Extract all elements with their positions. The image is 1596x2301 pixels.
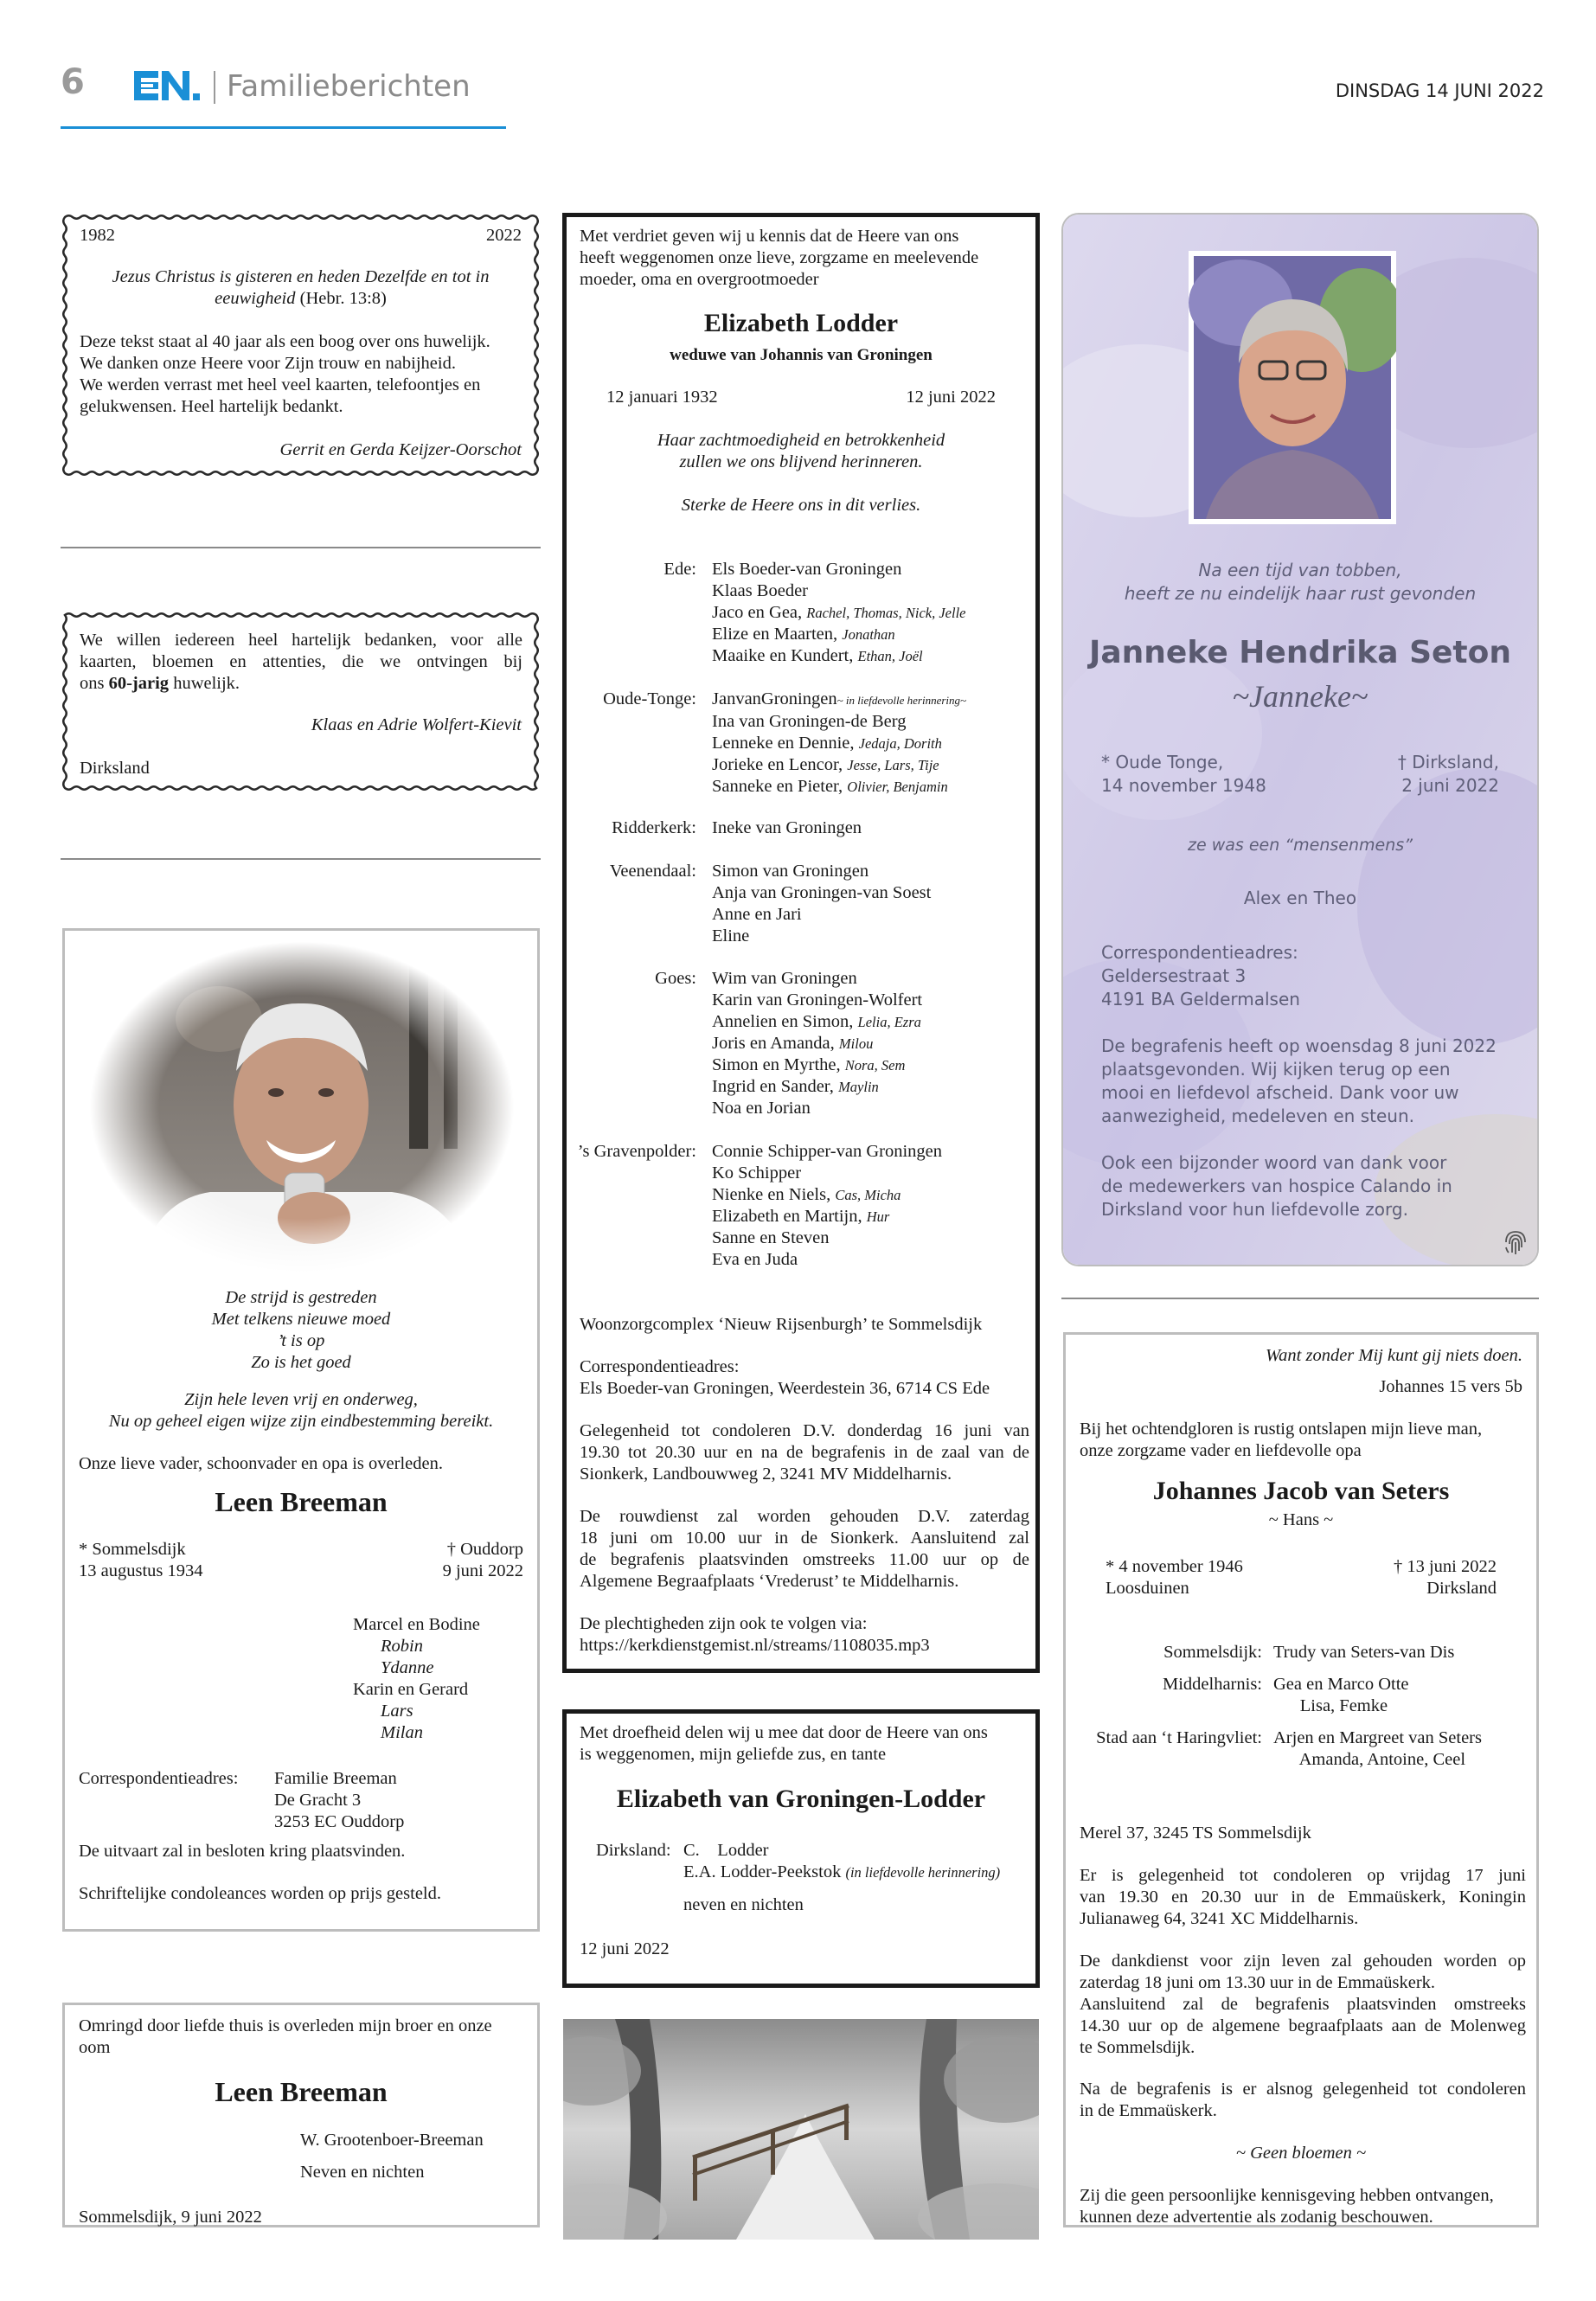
poem-line: De strijd is gestreden xyxy=(225,1288,377,1307)
page-number: 6 xyxy=(61,62,85,102)
place: Dirksland: xyxy=(596,1841,671,1860)
member-name: Ko Schipper xyxy=(712,1163,802,1183)
corr-label: Correspondentieadres: xyxy=(580,1357,740,1376)
portrait-photo xyxy=(1189,251,1396,524)
birth-date: 12 januari 1932 xyxy=(606,388,718,407)
body-line: kunnen deze advertentie als zodanig beschouwen. xyxy=(1080,2208,1433,2227)
birth-place: Loosduinen xyxy=(1106,1579,1189,1598)
portrait-photo xyxy=(80,941,523,1287)
death-date: † 13 juni 2022 xyxy=(1393,1557,1497,1576)
intro xyxy=(79,2016,492,2059)
family-member: Ydanne xyxy=(381,1658,434,1677)
stream-label: De plechtigheden zijn ook te volgen via: xyxy=(580,1614,868,1633)
birth-place: * Sommelsdijk xyxy=(79,1540,186,1559)
intro: Onze lieve vader, schoonvader en opa is overleden. xyxy=(79,1454,443,1473)
body-line: gelukwensen. Heel hartelijk bedankt. xyxy=(80,397,343,416)
family-member: Arjen en Margreet van Seters xyxy=(1273,1728,1482,1747)
funeral-info xyxy=(1101,1035,1497,1128)
nickname: ~ Hans ~ xyxy=(1268,1510,1334,1529)
death-date: 2 juni 2022 xyxy=(1401,775,1499,796)
family-member: Lars xyxy=(381,1702,413,1721)
correspondence xyxy=(580,1356,990,1400)
body-line: Na de begrafenis is er alsnog gelegenheid tot condoleren xyxy=(1080,2080,1526,2099)
correspondence xyxy=(1101,941,1300,1011)
birth-info xyxy=(79,1539,203,1582)
ad-body xyxy=(80,331,529,418)
address-line: De Gracht 3 xyxy=(274,1791,362,1810)
death-info xyxy=(443,1539,523,1582)
signature: Gerrit en Gerda Keijzer-Oorschot xyxy=(279,440,522,459)
note: Schriftelijke condoleances worden op prijs gesteld. xyxy=(79,1884,441,1903)
body-line: de begrafenis plaatsvinden omstreeks 11.00 uur op de xyxy=(580,1550,1029,1569)
deceased-name: Elizabeth van Groningen-Lodder xyxy=(616,1785,986,1813)
death-date: 12 juni 2022 xyxy=(906,388,996,407)
member-name: Connie Schipper-van Groningen xyxy=(712,1141,943,1161)
family-member xyxy=(712,624,965,645)
death-place: Dirksland xyxy=(1426,1579,1497,1598)
grandchildren: Nora, Sem xyxy=(844,1057,906,1074)
birth-info xyxy=(1106,1556,1243,1599)
grandchildren: Cas, Micha xyxy=(835,1186,901,1203)
death-info xyxy=(1398,751,1499,798)
family-place: Ridderkerk: xyxy=(612,818,696,837)
family-member xyxy=(712,1098,922,1119)
family-member xyxy=(712,1011,922,1033)
deceased-name: Janneke Hendrika Seton xyxy=(1088,635,1511,670)
signature: Klaas en Adrie Wolfert-Kievit xyxy=(311,715,522,734)
member-name: JanvanGroningen xyxy=(712,689,837,708)
member-name: Ineke van Groningen xyxy=(712,818,862,837)
birth-date: 14 november 1948 xyxy=(1101,775,1266,796)
ad-body xyxy=(80,630,522,695)
grandchildren: Jonathan xyxy=(842,626,895,643)
family-member xyxy=(712,990,922,1011)
member-name: Elizabeth en Martijn, xyxy=(712,1206,867,1226)
body-line: Ook een bijzonder woord van dank voor xyxy=(1101,1152,1447,1173)
member-name: E.A. Lodder-Peekstok xyxy=(683,1862,842,1881)
family-member xyxy=(712,733,966,754)
intro-line: heeft weggenomen onze lieve, zorgzame en meelevende xyxy=(580,248,979,267)
member-name: Elize en Maarten, xyxy=(712,625,843,644)
grandchildren: Hur xyxy=(866,1208,890,1225)
body-line: We danken onze Heere voor Zijn trouw en nabijheid. xyxy=(80,354,456,373)
family-member xyxy=(712,882,931,904)
member-name: Simon en Myrthe, xyxy=(712,1055,845,1074)
death-place: † Dirksland, xyxy=(1397,752,1499,772)
grandchildren: Lelia, Ezra xyxy=(857,1014,921,1030)
corr-line: Correspondentieadres: xyxy=(1101,942,1298,963)
body-line: Er is gelegenheid tot condoleren op vrijdag 17 juni xyxy=(1080,1866,1526,1885)
family-member: Amanda, Antoine, Ceel xyxy=(1273,1750,1466,1769)
body-line: 18 juni om 10.00 uur in de Sionkerk. Aansluitend zal xyxy=(580,1529,1029,1548)
signature: Alex en Theo xyxy=(1243,888,1357,908)
family-place: Oude-Tonge: xyxy=(603,689,696,708)
family-list xyxy=(353,1614,480,1744)
family-member xyxy=(712,711,966,733)
place-date: Sommelsdijk, 9 juni 2022 xyxy=(79,2208,262,2227)
family-member xyxy=(712,1033,922,1054)
service-info xyxy=(1080,1951,1526,2059)
family-member: Trudy van Seters-van Dis xyxy=(1273,1643,1455,1662)
body-line: kaarten, bloemen en attenties, die we ontvingen bij xyxy=(80,652,522,671)
family-member xyxy=(712,1141,942,1163)
column-divider xyxy=(61,858,541,860)
stream-url[interactable]: https://kerkdienstgemist.nl/streams/1108035.mp3 xyxy=(580,1636,930,1655)
body-line: 14.30 uur op de algemene begraafplaats aan de Molenweg xyxy=(1080,2016,1526,2035)
ad-vanseters xyxy=(1063,1332,1539,2227)
member-name: Lenneke en Dennie, xyxy=(712,733,859,753)
body-line: Zij die geen persoonlijke kennisgeving hebben ontvangen, xyxy=(1080,2186,1494,2205)
grandchildren: Jedaja, Dorith xyxy=(858,734,942,752)
family-place: Middelharnis: xyxy=(1162,1675,1262,1694)
poem-line: Zijn hele leven vrij en onderweg, xyxy=(184,1390,418,1409)
family-place: ’s Gravenpolder: xyxy=(577,1141,696,1161)
ad-lodder-2 xyxy=(562,1709,1040,1988)
body-line: Aansluitend zal de begrafenis plaatsvinden omstreeks xyxy=(1080,1995,1526,2014)
member-name: Sanne en Steven xyxy=(712,1227,830,1247)
note: De uitvaart zal in besloten kring plaatsvinden. xyxy=(79,1842,406,1861)
quote xyxy=(1063,559,1537,606)
intro-line: Met verdriet geven wij u kennis dat de Heere van ons xyxy=(580,227,959,246)
family-member xyxy=(712,1249,942,1271)
family-member xyxy=(712,580,965,602)
family-member xyxy=(712,1184,942,1206)
verse-reference: (Hebr. 13:8) xyxy=(295,289,387,308)
signature: Neven en nichten xyxy=(300,2163,425,2182)
intro-line: oom xyxy=(79,2038,111,2057)
birth-date: 13 augustus 1934 xyxy=(79,1561,203,1580)
family-member: neven en nichten xyxy=(683,1895,804,1914)
ad-breeman-2 xyxy=(62,2003,540,2227)
body-text: ons xyxy=(80,674,109,693)
thanks xyxy=(1101,1151,1452,1221)
body-line: Gelegenheid tot condoleren D.V. donderdag 16 juni van xyxy=(580,1421,1029,1440)
nickname: ~Janneke~ xyxy=(1232,679,1368,714)
stream-info xyxy=(580,1613,930,1657)
intro xyxy=(1080,1419,1482,1462)
condolence-info xyxy=(1080,1865,1526,1930)
forest-path-image xyxy=(563,2019,1039,2240)
quote-line: heeft ze nu eindelijk haar rust gevonden xyxy=(1124,583,1477,604)
body-line: mooi en liefdevol afscheid. Dank voor uw xyxy=(1101,1082,1459,1103)
family-member xyxy=(712,904,931,926)
verse-text: eeuwigheid xyxy=(215,289,296,308)
family-member xyxy=(712,559,965,580)
signature: W. Grootenboer-Breeman xyxy=(300,2131,484,2150)
location: Woonzorgcomplex ‘Nieuw Rijsenburgh’ te Sommelsdijk xyxy=(580,1315,983,1334)
body-line: zaterdag 18 juni om 13.30 uur in de Emmaüskerk. xyxy=(1080,1973,1436,1992)
deceased-name: Johannes Jacob van Seters xyxy=(1152,1477,1450,1505)
deceased-name: Leen Breeman xyxy=(215,1486,388,1517)
body-line: van 19.30 en 20.30 uur in de Emmaüskerk, Koningin xyxy=(1080,1888,1526,1907)
member-name: Anja van Groningen-van Soest xyxy=(712,882,932,902)
family-member xyxy=(712,645,965,667)
deceased-name: Leen Breeman xyxy=(215,2076,388,2107)
grandchildren: Jesse, Lars, Tije xyxy=(847,756,939,773)
corr-address xyxy=(274,1768,404,1833)
member-name: Annelien en Simon, xyxy=(712,1012,858,1031)
member-name: Ina van Groningen-de Berg xyxy=(712,711,907,731)
after-info xyxy=(1080,2079,1526,2122)
quote xyxy=(567,430,1035,473)
memorial-note: (in liefdevolle herinnering) xyxy=(845,1864,1001,1881)
tagline: ze was een “mensenmens” xyxy=(1188,836,1413,855)
member-name: Joris en Amanda, xyxy=(712,1034,839,1053)
body-line xyxy=(80,673,522,695)
member-name: Simon van Groningen xyxy=(712,861,869,881)
family-member xyxy=(712,1076,922,1098)
header-separator xyxy=(214,71,215,104)
member-name: Maaike en Kundert, xyxy=(712,646,858,665)
ad-seton xyxy=(1061,213,1539,1266)
no-flowers: ~ Geen bloemen ~ xyxy=(1235,2144,1367,2163)
place: Dirksland xyxy=(80,759,150,778)
family-member xyxy=(712,817,862,839)
date: 12 juni 2022 xyxy=(580,1939,670,1958)
body-line: Dirksland voor hun liefdevolle zorg. xyxy=(1101,1199,1408,1220)
ad-breeman xyxy=(62,928,540,1932)
body-line: Deze tekst staat al 40 jaar als een boog over ons huwelijk. xyxy=(80,332,490,351)
member-name: Ingrid en Sander, xyxy=(712,1077,839,1096)
poem-1 xyxy=(65,1287,537,1374)
quote: Sterke de Heere ons in dit verlies. xyxy=(681,496,921,515)
header-rule xyxy=(61,126,506,129)
en-logo xyxy=(134,69,203,102)
family-member: C. Lodder xyxy=(683,1841,769,1860)
subtitle: weduwe van Johannis van Groningen xyxy=(670,346,933,364)
member-name: Karin van Groningen-Wolfert xyxy=(712,990,923,1009)
anniversary-years: 60-jarig xyxy=(108,674,170,693)
member-name: Anne en Jari xyxy=(712,904,802,924)
family-member xyxy=(712,1206,942,1227)
body-line: te Sommelsdijk. xyxy=(1080,2038,1195,2057)
intro-line: Omringd door liefde thuis is overleden mijn broer en onze xyxy=(79,2016,492,2035)
quote-line: Haar zachtmoedigheid en betrokkenheid xyxy=(657,431,945,450)
condolence-info xyxy=(580,1420,1029,1485)
grandchildren: Olivier, Benjamin xyxy=(847,778,948,795)
issue-date: DINSDAG 14 JUNI 2022 xyxy=(1335,80,1544,101)
corr-line: 4191 BA Geldermalsen xyxy=(1101,989,1300,1009)
intro-line: Bij het ochtendgloren is rustig ontslapen mijn lieve man, xyxy=(1080,1420,1483,1439)
year-end: 2022 xyxy=(486,226,522,245)
member-name: Jaco en Gea, xyxy=(712,603,807,622)
body-text: huwelijk. xyxy=(169,674,240,693)
intro-line: onze zorgzame vader en liefdevolle opa xyxy=(1080,1441,1362,1460)
verse-line: Jezus Christus is gisteren en heden Dezelfde en tot in xyxy=(112,267,490,286)
body-line: Sionkerk, Landbouwweg 2, 3241 MV Middelharnis. xyxy=(580,1465,952,1484)
grandchildren: Ethan, Joël xyxy=(857,648,923,664)
family-place: Sommelsdijk: xyxy=(1163,1643,1262,1662)
family-member: Lisa, Femke xyxy=(1273,1696,1388,1715)
address-line: 3253 EC Ouddorp xyxy=(274,1812,405,1831)
family-member: Marcel en Bodine xyxy=(353,1615,480,1634)
family-member xyxy=(683,1862,1000,1883)
family-member xyxy=(712,926,931,947)
member-name: Eline xyxy=(712,926,750,945)
bible-verse xyxy=(78,266,523,310)
grandchildren: Maylin xyxy=(838,1079,879,1095)
body-line: De rouwdienst zal worden gehouden D.V. zaterdag xyxy=(580,1507,1029,1526)
family-place: Goes: xyxy=(655,969,696,988)
quote-line: Na een tijd van tobben, xyxy=(1198,560,1402,580)
verse-reference: Johannes 15 vers 5b xyxy=(1379,1377,1522,1396)
member-name: Noa en Jorian xyxy=(712,1099,811,1118)
address: Merel 37, 3245 TS Sommelsdijk xyxy=(1080,1823,1311,1843)
family-member: Robin xyxy=(381,1637,423,1656)
body-line: We werden verrast met heel veel kaarten, telefoontjes en xyxy=(80,375,481,394)
body-line: plaatsgevonden. Wij kijken terug op een xyxy=(1101,1059,1451,1080)
section-title: Familieberichten xyxy=(227,69,471,104)
grandchildren: Milou xyxy=(838,1035,874,1052)
death-place: † Ouddorp xyxy=(446,1540,523,1559)
bible-verse: Want zonder Mij kunt gij niets doen. xyxy=(1265,1346,1522,1365)
birth-info xyxy=(1101,751,1266,798)
address-line: Familie Breeman xyxy=(274,1769,397,1788)
grandchildren: ~ in liefdevolle herinnering~ xyxy=(836,693,967,707)
corr-address: Els Boeder-van Groningen, Weerdestein 36, 6714 CS Ede xyxy=(580,1379,990,1398)
family-member: Milan xyxy=(381,1723,423,1742)
member-name: Nienke en Niels, xyxy=(712,1184,836,1204)
intro-line: is weggenomen, mijn geliefde zus, en tante xyxy=(580,1745,887,1764)
family-place: Ede: xyxy=(663,560,696,579)
family-member: Gea en Marco Otte xyxy=(1273,1675,1409,1694)
ad-lodder xyxy=(562,213,1040,1673)
family-member xyxy=(712,602,965,624)
closing xyxy=(1080,2185,1494,2228)
poem-line: ’t is op xyxy=(277,1331,325,1350)
corr-line: Geldersestraat 3 xyxy=(1101,965,1247,986)
body-line: aanwezigheid, medeleven en steun. xyxy=(1101,1106,1414,1126)
family-member: Karin en Gerard xyxy=(353,1680,469,1699)
ad-wolfert xyxy=(61,611,541,792)
intro-line: moeder, oma en overgrootmoeder xyxy=(580,270,819,289)
service-info xyxy=(580,1506,1029,1593)
ad-keijzer xyxy=(61,213,541,478)
quote-line: zullen we ons blijvend herinneren. xyxy=(679,452,923,471)
body-line: 19.30 tot 20.30 uur en na de begrafenis in de zaal van de xyxy=(580,1443,1029,1462)
grandchildren: Rachel, Thomas, Nick, Jelle xyxy=(806,605,966,621)
family-member xyxy=(712,776,966,798)
deceased-name: Elizabeth Lodder xyxy=(703,309,899,337)
corr-label: Correspondentieadres: xyxy=(79,1769,239,1788)
poem-line: Met telkens nieuwe moed xyxy=(211,1310,391,1329)
family-member xyxy=(712,1054,922,1076)
intro xyxy=(580,1722,988,1766)
member-name: Klaas Boeder xyxy=(712,581,808,600)
family-member xyxy=(712,1163,942,1184)
member-name: Jorieke en Lencor, xyxy=(712,754,848,774)
family-place: Stad aan ‘t Haringvliet: xyxy=(1096,1728,1262,1747)
body-line: de medewerkers van hospice Calando in xyxy=(1101,1176,1452,1196)
member-name: Sanneke en Pieter, xyxy=(712,776,848,796)
intro xyxy=(580,226,1025,291)
body-line: De dankdienst voor zijn leven zal gehouden worden op xyxy=(1080,1952,1526,1971)
body-line: in de Emmaüskerk. xyxy=(1080,2101,1217,2120)
member-name: Eva en Juda xyxy=(712,1249,798,1269)
body-line: De begrafenis heeft op woensdag 8 juni 2022 xyxy=(1101,1035,1497,1056)
death-info xyxy=(1394,1556,1497,1599)
birth-date: * 4 november 1946 xyxy=(1106,1557,1243,1576)
body-line: We willen iedereen heel hartelijk bedanken, voor alle xyxy=(80,631,522,650)
family-member xyxy=(712,968,922,990)
column-divider xyxy=(61,547,541,548)
family-place: Veenendaal: xyxy=(609,861,696,881)
fingerprint-icon xyxy=(1503,1228,1529,1256)
family-member xyxy=(712,861,931,882)
body-line: Algemene Begraafplaats ‘Vrederust’ te Middelharnis. xyxy=(580,1572,959,1591)
verse-line xyxy=(78,288,523,310)
intro-line: Met droefheid delen wij u mee dat door de Heere van ons xyxy=(580,1723,988,1742)
poem-2 xyxy=(65,1389,537,1433)
death-date: 9 juni 2022 xyxy=(442,1561,523,1580)
family-member xyxy=(712,689,966,711)
member-name: Els Boeder-van Groningen xyxy=(712,560,902,579)
poem-line: Nu op geheel eigen wijze zijn eindbestemming bereikt. xyxy=(108,1412,494,1431)
year-start: 1982 xyxy=(80,226,115,245)
member-name: Wim van Groningen xyxy=(712,969,857,988)
column-divider xyxy=(1061,1298,1539,1299)
family-member xyxy=(712,754,966,776)
poem-line: Zo is het goed xyxy=(251,1353,351,1372)
family-member xyxy=(712,1227,942,1249)
body-line: Julianaweg 64, 3241 XC Middelharnis. xyxy=(1080,1909,1359,1928)
birth-place: * Oude Tonge, xyxy=(1101,752,1224,772)
